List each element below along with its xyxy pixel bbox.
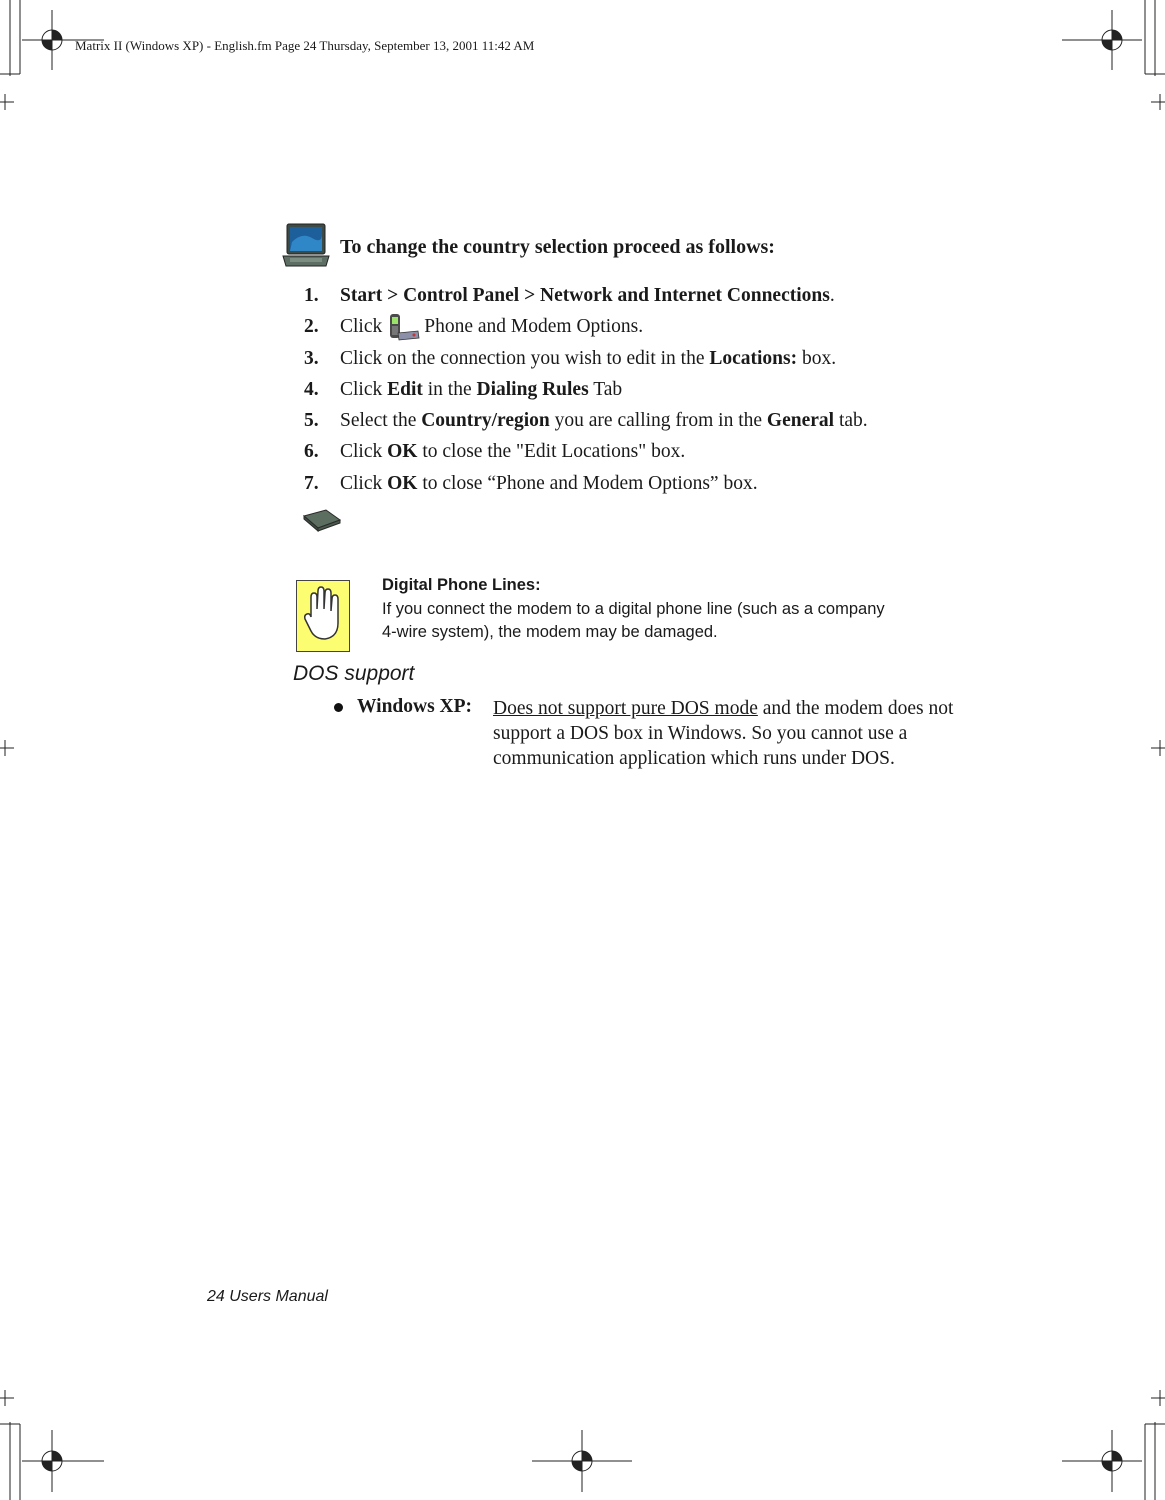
- warning-box: [296, 580, 350, 652]
- step-5: 5. Select the Country/region you are calling from in the General tab.: [304, 410, 868, 432]
- windows-xp-label: Windows XP:: [357, 696, 473, 717]
- step-2: 2. Click Phone and Modem Options.: [304, 311, 868, 342]
- warning-title: Digital Phone Lines:: [382, 576, 541, 594]
- step-3: 3. Click on the connection you wish to edit in the Locations: box.: [304, 347, 837, 369]
- page-footer: 24 Users Manual: [207, 1288, 328, 1305]
- dos-heading: DOS support: [293, 662, 415, 685]
- warning-text: If you connect the modem to a digital phone line (such as a company 4-wire system), the modem may be damaged.: [382, 600, 885, 641]
- bullet-dot: [334, 703, 343, 712]
- phone-modem-icon: [386, 313, 420, 341]
- stop-hand-icon: [297, 581, 349, 651]
- running-head: Matrix II (Windows XP) - English.fm Page 24 Thursday, September 13, 2001 11:42 AM: [75, 38, 535, 53]
- dos-mode-link: Does not support pure DOS mode: [493, 698, 758, 719]
- step-7: 7. Click OK to close “Phone and Modem Options” box.: [304, 472, 758, 494]
- step-1: 1. Start > Control Panel > Network and Internet Connections.: [304, 285, 835, 306]
- procedure-steps: [304, 280, 868, 499]
- laptop-icon: [282, 222, 330, 270]
- step-4: 4. Click Edit in the Dialing Rules Tab: [304, 378, 623, 400]
- closed-laptop-icon: [302, 508, 342, 532]
- procedure-title: To change the country selection proceed as follows:: [340, 236, 775, 258]
- step-6: 6. Click OK to close the "Edit Locations" box.: [304, 441, 686, 463]
- dos-description: Does not support pure DOS mode and the modem does not support a DOS box in Windows. So you cannot use a communication application which runs under DOS.: [493, 698, 954, 769]
